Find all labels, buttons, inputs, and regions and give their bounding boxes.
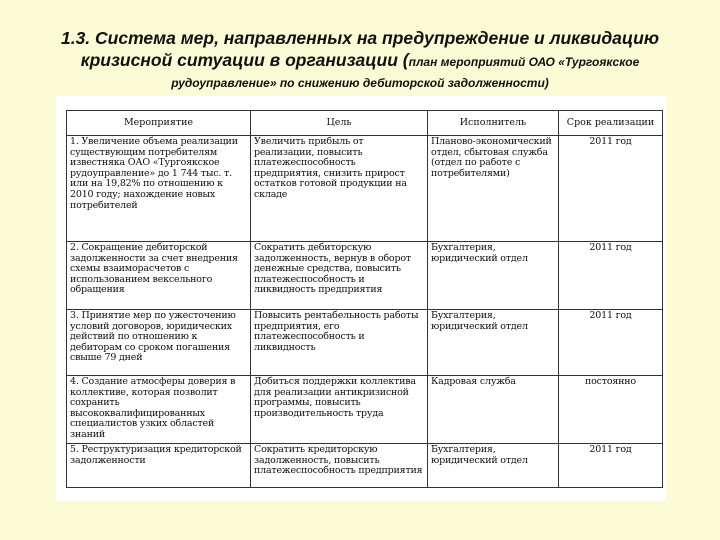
- cell-measure: 4. Создание атмосферы доверия в коллективе, которая позволит сохранить высококвалифицированных специалистов узких областей знаний: [67, 376, 251, 444]
- cell-goal: Увеличить прибыль от реализации, повысить платежеспособность предприятия, снизить прирост остатков готовой продукции на складе: [251, 136, 428, 242]
- title-line-3: рудоуправление» по снижению дебиторской задолженности): [171, 76, 549, 90]
- header-goal: Цель: [251, 111, 428, 136]
- cell-executor: Бухгалтерия, юридический отдел: [428, 242, 559, 310]
- table-row: [67, 310, 663, 376]
- cell-measure: 3. Принятие мер по ужесточению условий договоров, юридических действий по отношению к дебиторам со сроком погашения свыше 79 дней: [67, 310, 251, 376]
- cell-term: постоянно: [559, 376, 663, 444]
- cell-measure: 5. Реструктуризация кредиторской задолженности: [67, 444, 251, 488]
- title-line-2: кризисной ситуации в организации (: [80, 50, 409, 70]
- cell-executor: Кадровая служба: [428, 376, 559, 444]
- table-row: [67, 242, 663, 310]
- cell-goal: Сократить дебиторскую задолженность, вернув в оборот денежные средства, повысить платежеспособность и ликвидность предприятия: [251, 242, 428, 310]
- measures-table: [66, 110, 663, 488]
- cell-executor: Планово-экономический отдел, сбытовая служба (отдел по работе с потребителями): [428, 136, 559, 242]
- table-row: [67, 136, 663, 242]
- title-line-2-small: план мероприятий ОАО «Тургоякское: [408, 55, 640, 69]
- cell-goal: Повысить рентабельность работы предприятия, его платежеспособность и ликвидность: [251, 310, 428, 376]
- cell-executor: Бухгалтерия, юридический отдел: [428, 310, 559, 376]
- header-measure: Мероприятие: [67, 111, 251, 136]
- cell-term: 2011 год: [559, 136, 663, 242]
- slide-title: [20, 28, 700, 94]
- cell-term: 2011 год: [559, 444, 663, 488]
- header-term: Срок реализации: [559, 111, 663, 136]
- cell-measure: 1. Увеличение объема реализации существующим потребителям известняка ОАО «Тургоякское рудоуправление» до 1 744 тыс. т. или на 19,82% по отношению к 2010 году; нахождение новых потребителей: [67, 136, 251, 242]
- cell-executor: Бухгалтерия, юридический отдел: [428, 444, 559, 488]
- cell-goal: Сократить кредиторскую задолженность, повысить платежеспособность предприятия: [251, 444, 428, 488]
- title-line-1: 1.3. Система мер, направленных на предупреждение и ликвидацию: [60, 28, 659, 48]
- table-header-row: [67, 111, 663, 136]
- scanned-table-image: [56, 96, 666, 501]
- cell-measure: 2. Сокращение дебиторской задолженности за счет внедрения схемы взаиморасчетов с использованием вексельного обращения: [67, 242, 251, 310]
- table-row: [67, 376, 663, 444]
- cell-goal: Добиться поддержки коллектива для реализации антикризисной программы, повысить производительность труда: [251, 376, 428, 444]
- cell-term: 2011 год: [559, 242, 663, 310]
- table-row: [67, 444, 663, 488]
- cell-term: 2011 год: [559, 310, 663, 376]
- header-executor: Исполнитель: [428, 111, 559, 136]
